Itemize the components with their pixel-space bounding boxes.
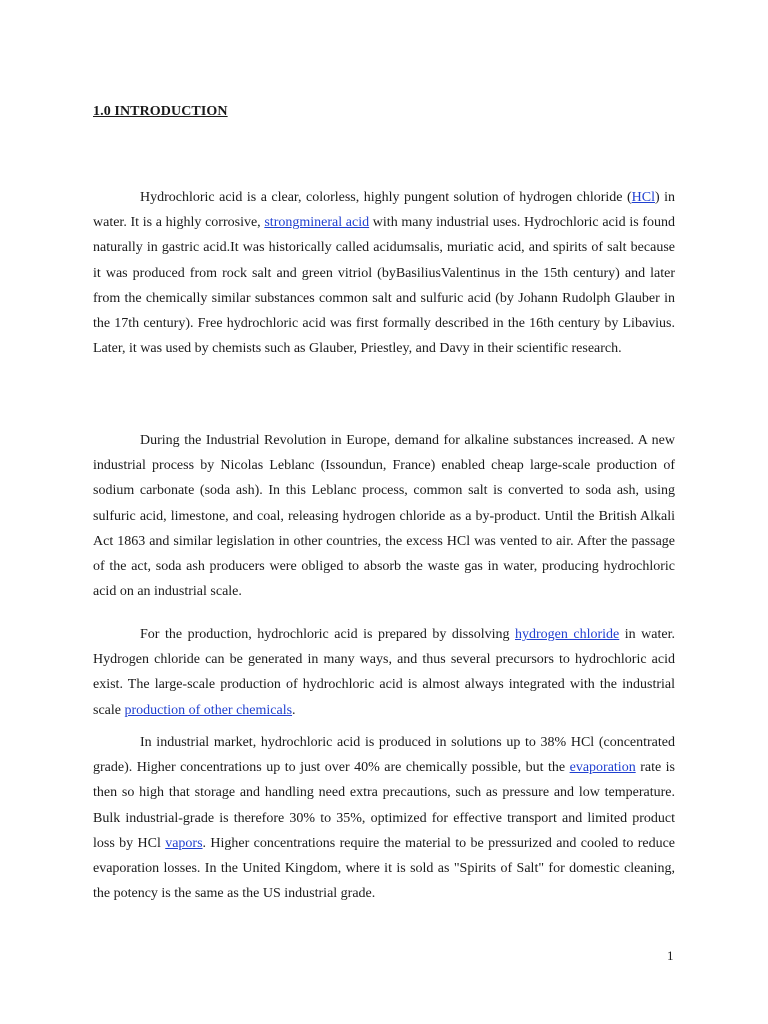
- production-of-other-chemicals-link[interactable]: production of other chemicals: [124, 702, 293, 718]
- paragraph-3-text-c: .: [292, 702, 296, 718]
- paragraph-4-text-a: In industrial market, hydrochloric acid is produced in solutions up to 38% HCl (concentrated grade). Higher concentrations up to just over 40% are chemically possible, but the: [93, 735, 675, 776]
- hcl-link[interactable]: HCl: [631, 190, 655, 205]
- paragraph-2-text: During the Industrial Revolution in Europe, demand for alkaline substances increased. A new industrial process by Nicolas Leblanc (Issoundun, France) enabled cheap large-scale production of sodium carbonate (soda ash). In this Leblanc process, common salt is converted to soda ash, using sulfuric acid, limestone, and coal, releasing hydrogen chloride as a by-product. Until the British Alkali Act 1863 and similar legislation in other countries, the excess HCl was vented to air. After the passage of the act, soda ash producers were obliged to absorb the waste gas in water, producing hydrochloric acid on an industrial scale.: [93, 433, 675, 600]
- paragraph-3-text-a: For the production, hydrochloric acid is prepared by dissolving: [140, 627, 515, 642]
- paragraph-1-text-c: with many industrial uses. Hydrochloric acid is found naturally in gastric acid.It was historically called acidumsalis, muriatic acid, and spirits of salt because it was produced from rock salt and green vitriol (byBasiliusValentinus in the 15th century) and later from the chemically similar substances common salt and sulfuric acid (by Johann Rudolph Glauber in the 17th century). Free hydrochloric acid was first formally described in the 16th century by Libavius. Later, it was used by chemists such as Glauber, Priestley, and Davy in their scientific research.: [93, 215, 675, 357]
- paragraph-3-text-b: in water. Hydrogen chloride can be generated in many ways, and thus several precursors to hydrochloric acid exist. The large-scale production of hydrochloric acid is almost always integrated with the industrial scale: [93, 627, 675, 718]
- section-heading: 1.0 INTRODUCTION: [93, 104, 228, 119]
- paragraph-4: [93, 730, 675, 906]
- hydrogen-chloride-link[interactable]: hydrogen chloride: [515, 627, 620, 642]
- paragraph-1: [93, 185, 675, 361]
- paragraph-4-text-c: . Higher concentrations require the material to be pressurized and cooled to reduce evaporation losses. In the United Kingdom, where it is sold as "Spirits of Salt" for domestic cleaning, the potency is the same as the US industrial grade.: [93, 835, 676, 902]
- paragraph-2: [93, 428, 675, 604]
- vapors-link[interactable]: vapors: [165, 835, 203, 851]
- strong-mineral-acid-link[interactable]: strongmineral acid: [264, 215, 370, 231]
- paragraph-1-text-b: ) in water. It is a highly corrosive,: [93, 190, 675, 231]
- paragraph-1-text-a: Hydrochloric acid is a clear, colorless, highly pungent solution of hydrogen chloride (: [140, 190, 632, 205]
- page-number: 1: [667, 948, 674, 963]
- paragraph-3: [93, 622, 675, 723]
- paragraph-4-text-b: rate is then so high that storage and handling need extra precautions, such as pressure and low temperature. Bulk industrial-grade is therefore 30% to 35%, optimized for effective transport and limited product loss by HCl: [93, 760, 675, 851]
- evaporation-link[interactable]: evaporation: [569, 760, 636, 776]
